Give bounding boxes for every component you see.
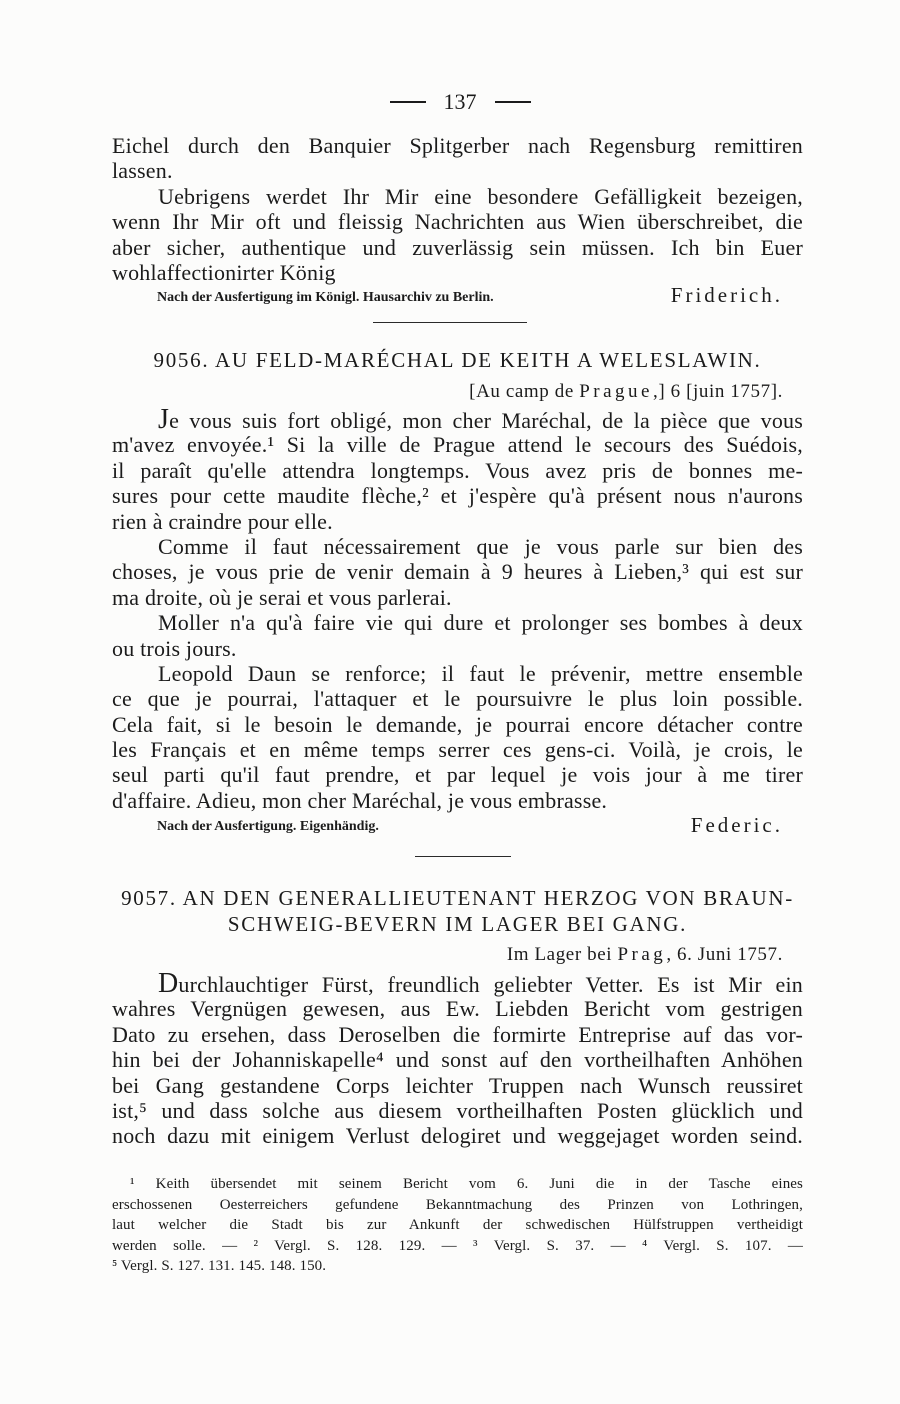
text-line: erschossenen Oesterreichers gefundene Bekanntmachung des Prinzen von Lothringen,	[112, 1196, 803, 1213]
text-line: rien à craindre pour elle.	[112, 508, 333, 534]
text-line: Dato zu ersehen, dass Deroselben die formirte Entreprise auf das vor-	[112, 1021, 803, 1047]
text-line: wahres Vergnügen gewesen, aus Ew. Liebden Bericht vom gestrigen	[112, 996, 803, 1022]
text-line: hin bei der Johanniskapelle⁴ und sonst auf den vortheilhaften Anhöhen	[112, 1047, 803, 1073]
section-divider	[415, 856, 511, 857]
dateline	[112, 944, 783, 966]
text-line: aber sicher, authentique und zuverlässig sein müssen. Ich bin Euer	[112, 234, 803, 260]
text-line: werden solle. — ² Vergl. S. 128. 129. — ³ Vergl. S. 37. — ⁴ Vergl. S. 107. —	[112, 1237, 803, 1254]
previous-letter-body	[112, 133, 803, 285]
header-rule-right	[495, 101, 531, 102]
dateline-text: [Au camp de	[469, 381, 580, 402]
letter-heading: 9056. AU FELD-MARÉCHAL DE KEITH A WELESLAWIN.	[153, 348, 762, 372]
source-note: Nach der Ausfertigung. Eigenhändig.	[157, 819, 379, 834]
text-line: wenn Ihr Mir oft und fleissig Nachrichten aus Wien überschreibet, die	[112, 209, 803, 235]
text-line: laut welcher die Stadt bis zur Ankunft der schwedischen Hülfstruppen vertheidigt	[112, 1217, 803, 1233]
signature: Friderich.	[670, 283, 783, 307]
text-line: Je vous suis fort obligé, mon cher Maréchal, de la pièce que vous	[158, 404, 803, 435]
letter-heading: SCHWEIG-BEVERN IM LAGER BEI GANG.	[227, 912, 688, 936]
dateline-place: Prag	[617, 944, 667, 965]
signature: Federic.	[690, 813, 783, 837]
text-line: Uebrigens werdet Ihr Mir eine besondere Gefälligkeit bezeigen,	[158, 183, 803, 209]
text-line: Eichel durch den Banquier Splitgerber nach Regensburg remittiren	[112, 133, 803, 158]
letter-heading: 9057. AN DEN GENERALLIEUTENANT HERZOG VON BRAUN-	[121, 886, 794, 910]
section-divider	[373, 322, 527, 323]
page-number: 137	[443, 89, 477, 114]
text-line: seul parti qu'il faut prendre, et par lequel je vois jour à me tirer	[112, 762, 803, 788]
text-line: il paraît qu'elle attendra longtemps. Vous avez pris de bonnes me-	[112, 457, 803, 483]
text-line: Comme il faut nécessairement que je vous parle sur bien des	[158, 533, 803, 559]
text-line: ce que je pourrai, l'attaquer et le poursuivre le plus loin possible.	[112, 686, 803, 712]
dateline-text: , 6. Juni 1757.	[666, 944, 783, 965]
text-line: noch dazu mit einigem Verlust delogiret und weggejaget worden seind.	[112, 1123, 803, 1149]
dateline-text: Im Lager bei	[506, 944, 618, 965]
footnotes	[112, 1174, 803, 1277]
dateline-place: Prague	[579, 381, 653, 402]
dateline	[112, 381, 783, 403]
text-line: choses, je vous prie de venir demain à 9 heures à Lieben,³ qui est sur	[112, 559, 803, 585]
text-line: wohlaffectionirter König	[112, 259, 336, 285]
text-line: ⁵ Vergl. S. 127. 131. 145. 148. 150.	[112, 1258, 327, 1274]
header-rule-left	[390, 101, 426, 102]
text-line: m'avez envoyée.¹ Si la ville de Prague attend le secours des Suédois,	[112, 432, 803, 458]
text-line: lassen.	[112, 158, 173, 184]
text-line: Leopold Daun se renforce; il faut le prévenir, mettre ensemble	[158, 660, 803, 686]
text-line: sures pour cette maudite flèche,² et j'espère qu'à présent nous n'aurons	[112, 483, 803, 509]
text-line: ma droite, où je serai et vous parlerai.	[112, 584, 452, 610]
text-line: les Français et en même temps serrer ces gens-ci. Voilà, je crois, le	[112, 737, 803, 763]
letter-body	[112, 404, 803, 813]
text-line: Moller n'a qu'à faire vie qui dure et prolonger ses bombes à deux	[158, 610, 803, 636]
text-line: ou trois jours.	[112, 635, 237, 661]
source-note: Nach der Ausfertigung im Königl. Hausarchiv zu Berlin.	[157, 290, 494, 305]
text-line: Durchlauchtiger Fürst, freundlich geliebter Vetter. Es ist Mir ein	[158, 968, 803, 999]
text-line: Cela fait, si le besoin le demande, je pourrai encore détacher contre	[112, 711, 803, 737]
dateline-text: ,] 6 [juin 1757].	[653, 381, 783, 402]
text-line: ist,⁵ und dass solche aus diesem vortheilhaften Posten glücklich und	[112, 1097, 803, 1123]
letter-body	[112, 968, 803, 1149]
text-line: ¹ Keith übersendet mit seinem Bericht vom 6. Juni die in der Tasche eines	[130, 1176, 803, 1192]
text-line: d'affaire. Adieu, mon cher Maréchal, je vous embrasse.	[112, 787, 608, 813]
text-line: bei Gang gestandene Corps leichter Truppen nach Wunsch reussiret	[112, 1072, 803, 1098]
page-header	[370, 89, 550, 115]
